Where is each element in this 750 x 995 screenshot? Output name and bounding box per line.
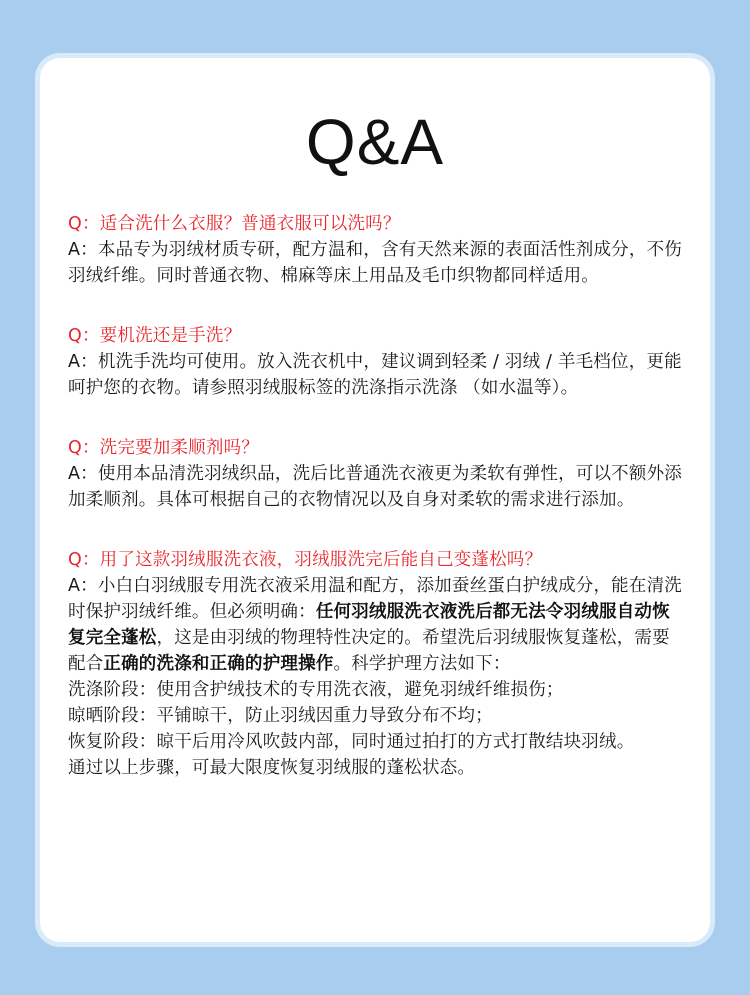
answer-part: ，这是由羽绒的物理特性决定的。希望洗后羽绒服恢复蓬松，需要配合 xyxy=(68,628,670,674)
step-dry: 晾晒阶段：平铺晾干，防止羽绒因重力导致分布不均； xyxy=(68,706,493,726)
summary-text: 通过以上步骤，可最大限度恢复羽绒服的蓬松状态。 xyxy=(68,758,476,778)
answer-part: A：小白白羽绒服专用洗衣液采用温和配方，添加蚕丝蛋白护绒成分，能在清洗时保护羽绒纤维。但必须明确： xyxy=(68,576,682,622)
answer-emphasis: 正确的洗涤和正确的护理操作 xyxy=(103,654,334,674)
step-wash: 洗涤阶段：使用含护绒技术的专用洗衣液，避免羽绒纤维损伤； xyxy=(68,680,564,700)
answer-part: 。科学护理方法如下： xyxy=(333,654,511,674)
answer-text: A：使用本品清洗羽绒织品，洗后比普通洗衣液更为柔软有弹性，可以不额外添加柔顺剂。具体可根据自己的衣物情况以及自身对柔软的需求进行添加。 xyxy=(68,464,682,510)
qa-item-softener xyxy=(68,435,684,513)
answer-emphasis: 任何羽绒服洗衣液洗后都无法令羽绒服自动恢复完全蓬松 xyxy=(68,602,670,648)
page-title: Q&A xyxy=(305,106,445,178)
qa-item-clothes xyxy=(68,211,684,289)
qa-item-fluffy xyxy=(68,547,684,781)
qa-item-machine-wash xyxy=(68,323,684,401)
answer-text: A：机洗手洗均可使用。放入洗衣机中，建议调到轻柔 / 羽绒 / 羊毛档位，更能呵护您的衣物。请参照羽绒服标签的洗涤指示洗涤 （如水温等）。 xyxy=(68,352,682,398)
answer-text xyxy=(68,573,684,677)
question-text: Q：要机洗还是手洗？ xyxy=(68,326,242,346)
qa-list xyxy=(68,211,684,781)
question-text: Q：用了这款羽绒服洗衣液，羽绒服洗完后能自己变蓬松吗？ xyxy=(68,550,543,570)
step-recover: 恢复阶段：晾干后用冷风吹鼓内部，同时通过拍打的方式打散结块羽绒。 xyxy=(68,732,635,752)
question-text: Q：适合洗什么衣服？普通衣服可以洗吗？ xyxy=(68,214,401,234)
answer-text: A：本品专为羽绒材质专研，配方温和，含有天然来源的表面活性剂成分，不伤羽绒纤维。同时普通衣物、棉麻等床上用品及毛巾织物都同样适用。 xyxy=(68,240,682,286)
question-text: Q：洗完要加柔顺剂吗？ xyxy=(68,438,259,458)
